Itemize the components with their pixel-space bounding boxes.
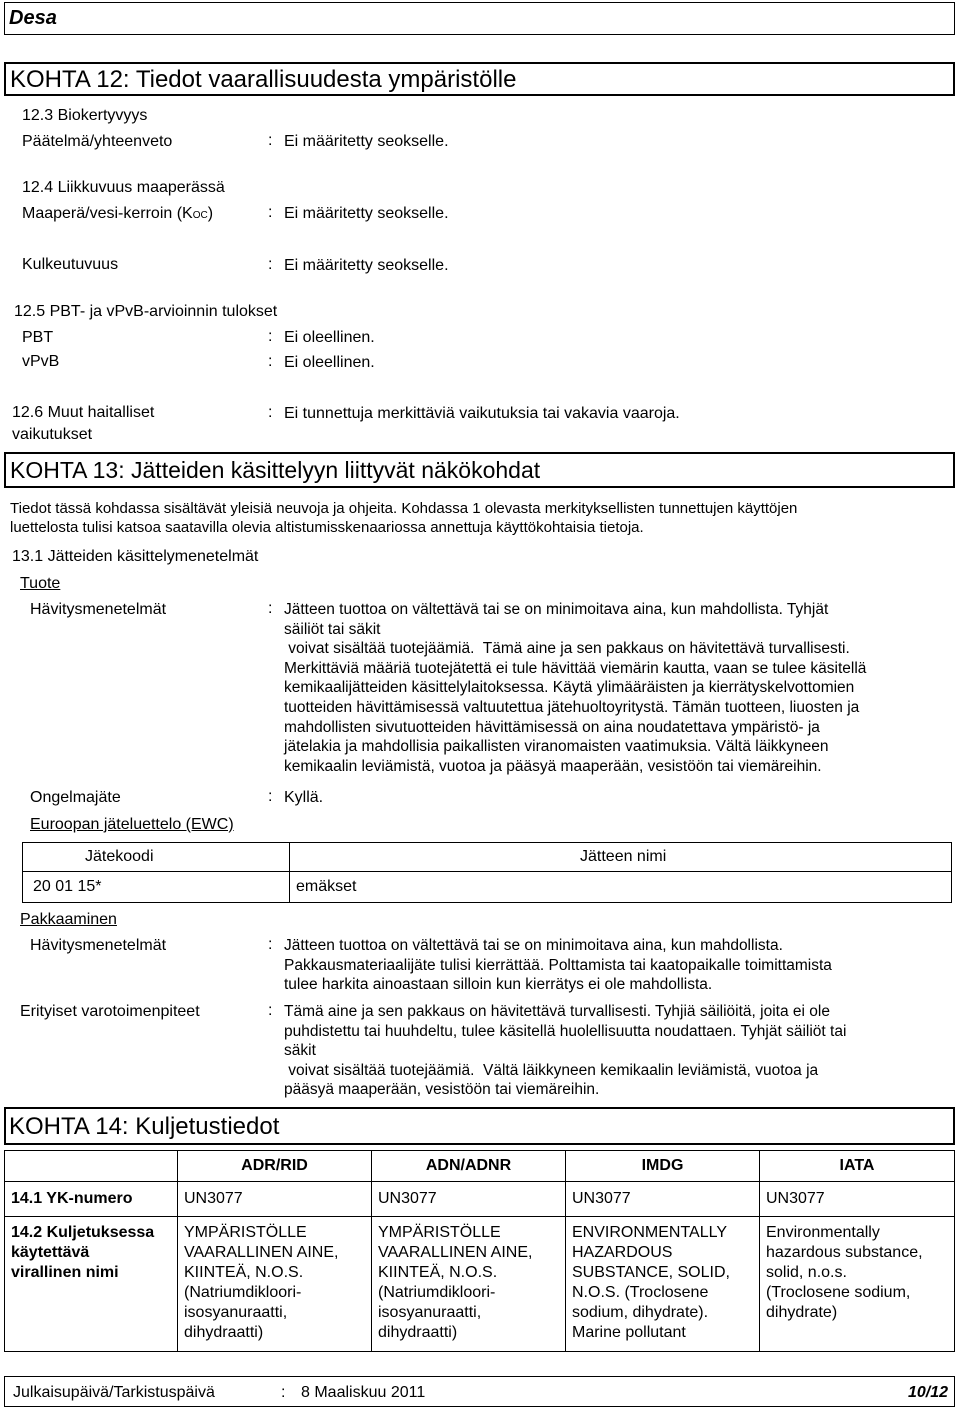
- disposal-methods-heading: 13.1 Jätteiden käsittelymenetelmät: [12, 548, 259, 565]
- column-header-waste-name: Jätteen nimi: [290, 843, 952, 872]
- pbt-heading: 12.5 PBT- ja vPvB-arvioinnin tulokset: [14, 303, 278, 320]
- cell-line: YMPÄRISTÖLLE: [378, 1224, 501, 1241]
- colon: :: [268, 404, 273, 421]
- other-effects-value: Ei tunnettuja merkittäviä vaikutuksia tai vakavia vaaroja.: [284, 405, 680, 422]
- intro-line: luettelosta tulisi katsoa saatavilla olevia altistumisskenaariossa annettuja käyttökohtaisia tietoja.: [10, 519, 644, 536]
- label-line: käytettävä: [11, 1244, 90, 1261]
- disposal-label: Hävitysmenetelmät: [30, 601, 167, 618]
- cell-line: (Natriumdikloori-: [184, 1284, 302, 1301]
- cell-line: Marine pollutant: [572, 1324, 686, 1341]
- column-header-iata: IATA: [760, 1151, 955, 1182]
- column-header-adn-adnr: ADN/ADNR: [372, 1151, 566, 1182]
- label-line: virallinen nimi: [11, 1264, 119, 1281]
- special-precautions-label: Erityiset varotoimenpiteet: [20, 1003, 200, 1020]
- disposal-line: mahdollisten sivutuotteiden hävittämisessä on aina noudatettava ympäristö- ja: [284, 718, 820, 736]
- label-line: 14.2 Kuljetuksessa: [11, 1224, 155, 1241]
- cell-line: Environmentally: [766, 1224, 880, 1241]
- colon: :: [268, 328, 273, 345]
- section-14-title-box: [4, 1107, 955, 1145]
- section-12-title-box: [4, 62, 955, 96]
- product-heading: Tuote: [20, 575, 61, 592]
- issue-date-label: Julkaisupäivä/Tarkistuspäivä: [13, 1384, 215, 1401]
- hazardous-waste-label: Ongelmajäte: [30, 789, 121, 806]
- un-number-adr-rid: UN3077: [178, 1182, 372, 1217]
- table-header-row: [5, 1151, 955, 1182]
- disposal-line: Jätteen tuottoa on vältettävä tai se on minimoitava aina, kun mahdollista. Tyhjät: [284, 601, 829, 618]
- colon: :: [268, 132, 273, 149]
- other-effects-label-2: vaikutukset: [12, 426, 93, 443]
- un-number-adn-adnr: UN3077: [372, 1182, 566, 1217]
- table-row: [5, 1182, 955, 1217]
- special-line: voivat sisältää tuotejäämiä. Vältä läikkyneen kemikaalin leviämistä, vuotoa ja: [284, 1061, 819, 1079]
- cell-line: VAARALLINEN AINE,: [378, 1244, 533, 1261]
- transport-label: Kulkeutuvuus: [22, 256, 119, 273]
- special-precautions-text: [284, 1002, 954, 1100]
- cell-line: dihydrate): [766, 1304, 838, 1321]
- disposal-line: säiliöt tai säkit: [284, 620, 381, 638]
- special-line: puhdistettu tai huuhdeltu, tulee käsitellä huolellisuutta noudattaen. Tyhjät säiliöt tai: [284, 1022, 847, 1040]
- cell-line: ENVIRONMENTALLY: [572, 1224, 727, 1241]
- disposal-line: kemikaalijätteiden käsittelylaitoksessa. Käytä ylimääräisten ja kierrätyskelvottomien: [284, 679, 855, 697]
- hazardous-waste-value: Kyllä.: [284, 789, 324, 806]
- cell-line: dihydraatti): [378, 1324, 458, 1341]
- disposal-line: voivat sisältää tuotejäämiä. Tämä aine ja sen pakkaus on hävitettävä turvallisesti.: [284, 640, 850, 658]
- intro-line: Tiedot tässä kohdassa sisältävät yleisiä neuvoja ja ohjeita. Kohdassa 1 olevasta merkityksellisten tunnettujen käyttöjen: [10, 500, 798, 517]
- vpvb-value: Ei oleellinen.: [284, 354, 375, 371]
- table-header-row: [23, 843, 952, 872]
- cell-line: (Natriumdikloori-: [378, 1284, 496, 1301]
- colon: :: [268, 256, 273, 273]
- transport-table: [4, 1150, 955, 1352]
- pbt-value: Ei oleellinen.: [284, 329, 375, 346]
- disposal-line: Merkittäviä määriä tuotejätettä ei tule hävittää viemärin kautta, vaan se tulee käsitellä: [284, 659, 867, 677]
- cell-line: HAZARDOUS: [572, 1244, 673, 1261]
- special-line: Tämä aine ja sen pakkaus on hävitettävä turvallisesti. Tyhjiä säiliöitä, joita ei ole: [284, 1003, 830, 1020]
- koc-label: [22, 204, 213, 226]
- document-footer: [4, 1376, 955, 1407]
- section-13-title: KOHTA 13: Jätteiden käsittelyyn liittyvät näkökohdat: [10, 457, 541, 483]
- koc-label-sub: OC: [192, 210, 208, 221]
- colon: :: [268, 1002, 273, 1019]
- shipping-name-adr-rid: [178, 1217, 372, 1352]
- cell-line: N.O.S. (Troclosene: [572, 1284, 709, 1301]
- document-title: Desa: [9, 7, 57, 29]
- koc-value: Ei määritetty seokselle.: [284, 205, 449, 222]
- disposal-line: kemikaalin leviämistä, vuotoa ja pääsyä maaperään, vesistöön tai viemäreihin.: [284, 757, 822, 775]
- cell-line: solid, n.o.s.: [766, 1264, 847, 1281]
- disposal-line: jätelakia ja mahdollisia paikallisten viranomaisten vaatimuksia. Vältä läikkyneen: [284, 738, 829, 756]
- colon: :: [281, 1384, 286, 1401]
- row-label-shipping-name: [5, 1217, 178, 1352]
- column-header-adr-rid: ADR/RID: [178, 1151, 372, 1182]
- cell-line: hazardous substance,: [766, 1244, 923, 1261]
- document-header: [4, 2, 955, 35]
- colon: :: [268, 600, 273, 617]
- cell-line: VAARALLINEN AINE,: [184, 1244, 339, 1261]
- cell-line: isosyanuraatti,: [184, 1304, 288, 1321]
- colon: :: [268, 204, 273, 221]
- ewc-heading: Euroopan jäteluettelo (EWC): [30, 816, 234, 833]
- special-line: säkit: [284, 1042, 316, 1060]
- section-12-title: KOHTA 12: Tiedot vaarallisuudesta ympäristölle: [10, 66, 517, 93]
- column-header-empty: [5, 1151, 178, 1182]
- transport-value: Ei määritetty seokselle.: [284, 257, 449, 274]
- section-13-intro: [10, 499, 950, 537]
- colon: :: [268, 353, 273, 370]
- cell-line: YMPÄRISTÖLLE: [184, 1224, 307, 1241]
- packaging-disposal-label: Hävitysmenetelmät: [30, 937, 167, 954]
- mobility-heading: 12.4 Liikkuvuus maaperässä: [22, 179, 225, 196]
- waste-code-cell: 20 01 15*: [23, 872, 290, 903]
- conclusion-label: Päätelmä/yhteenveto: [22, 133, 173, 150]
- issue-date-value: 8 Maaliskuu 2011: [301, 1384, 426, 1401]
- packaging-line: Pakkausmateriaalijäte tulisi kierrättää. Polttamista tai kaatopaikalle toimittamista: [284, 956, 832, 974]
- cell-line: KIINTEÄ, N.O.S.: [378, 1264, 498, 1281]
- un-number-iata: UN3077: [760, 1182, 955, 1217]
- disposal-line: tuotteiden hävittämisessä valtuutettua jätehuoltoyritystä. Tämän tuotteen, liuosten ja: [284, 698, 860, 716]
- colon: :: [268, 936, 273, 953]
- disposal-text: [284, 600, 954, 776]
- conclusion-value: Ei määritetty seokselle.: [284, 133, 449, 150]
- cell-line: sodium, dihydrate).: [572, 1304, 709, 1321]
- packaging-line: Jätteen tuottoa on vältettävä tai se on minimoitava aina, kun mahdollista.: [284, 937, 783, 954]
- packaging-heading: Pakkaaminen: [20, 911, 117, 928]
- bioaccumulation-heading: 12.3 Biokertyvyys: [22, 107, 148, 124]
- section-14-title: KOHTA 14: Kuljetustiedot: [9, 1113, 280, 1140]
- colon: :: [268, 788, 273, 805]
- packaging-disposal-text: [284, 936, 954, 995]
- special-line: pääsyä maaperään, vesistöön tai viemäreihin.: [284, 1081, 600, 1099]
- koc-label-b: ): [207, 205, 214, 222]
- cell-line: (Troclosene sodium,: [766, 1284, 911, 1301]
- un-number-imdg: UN3077: [566, 1182, 760, 1217]
- shipping-name-iata: [760, 1217, 955, 1352]
- koc-label-a: Maaperä/vesi-kerroin (K: [22, 205, 193, 222]
- pbt-label: PBT: [22, 329, 54, 346]
- cell-line: isosyanuraatti,: [378, 1304, 482, 1321]
- column-header-waste-code: Jätekoodi: [23, 843, 290, 872]
- page-number: 10/12: [907, 1384, 948, 1401]
- shipping-name-imdg: [566, 1217, 760, 1352]
- table-row: [5, 1217, 955, 1352]
- packaging-line: tulee harkita ainoastaan silloin kun kierrätys ei ole mahdollista.: [284, 976, 713, 994]
- ewc-table: [22, 842, 952, 903]
- section-13-title-box: [4, 452, 955, 488]
- cell-line: dihydraatti): [184, 1324, 264, 1341]
- cell-line: KIINTEÄ, N.O.S.: [184, 1264, 304, 1281]
- other-effects-label-1: 12.6 Muut haitalliset: [12, 404, 155, 421]
- row-label-un-number: 14.1 YK-numero: [5, 1182, 178, 1217]
- cell-line: SUBSTANCE, SOLID,: [572, 1264, 730, 1281]
- table-row: [23, 872, 952, 903]
- vpvb-label: vPvB: [22, 353, 60, 370]
- column-header-imdg: IMDG: [566, 1151, 760, 1182]
- shipping-name-adn-adnr: [372, 1217, 566, 1352]
- waste-name-cell: emäkset: [290, 872, 952, 903]
